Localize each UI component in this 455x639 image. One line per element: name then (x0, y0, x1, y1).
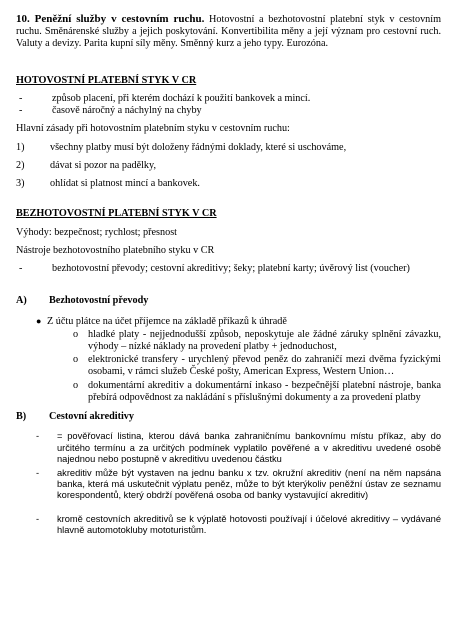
section-a-sub-item: o hladké platy - nejjednodušší způsob, neposkytuje ale žádné záruky splnění závazku, výhody – nízké náklady na provedení platby + jednoduchost, (73, 328, 441, 352)
section-b-item: - akreditiv může být vystaven na jednu banku x tzv. okružní akreditiv (není na něm napsána banka, která má uskutečnit výplatu peněz, může to být kterýkoliv peněžní ústav ze seznamu korespondentů, který obdrží pověřená osoba od banky vystavující akreditiv) (36, 467, 441, 501)
intro-paragraph (16, 13, 441, 51)
cashless-heading: BEZHOTOVOSTNÍ PLATEBNÍ STYK V CR (16, 208, 217, 220)
chapter-title: 10. Peněžní služby v cestovním ruchu. (16, 13, 205, 25)
section-a-sub-item: o dokumentární akreditiv a dokumentární inkaso - bezpečnější platební nástroje, banka přebírá odpovědnost za nakládání s příslušnými dokumenty a za provedení platby (73, 379, 441, 403)
cashless-advantages: Výhody: bezpečnost; rychlost; přesnost (16, 226, 177, 238)
principle-item: 1) všechny platby musí být doloženy řádnými doklady, které si uschováme, (16, 141, 347, 153)
cash-heading: HOTOVOSTNÍ PLATEBNÍ STYK V CR (16, 74, 197, 86)
section-a-bullet: ● Z účtu plátce na účet příjemce na základě příkazů k úhradě (36, 315, 287, 327)
section-b-item: - = pověřovací listina, kterou dává banka zahraničnímu bankovnímu místu příkaz, aby do určitého termínu a za určitých podmínek vyplatilo pověřené a v akreditivu uvedené osobě najednou nebo postupně v akreditivu uvedenou částku (36, 431, 441, 464)
cash-dash-item: - časově náročný a náchylný na chyby (19, 105, 202, 117)
intro-text: Hotovostní a bezhotovostní platební styk v cestovním ruchu. Směnárenské služby a jejich poskytování. Konvertibilita měny a její význam pro cestovní ruch. Valuty a devizy. Parita kupní síly měny. Směnný kurz a jeho typy. Eurozóna. (16, 14, 442, 50)
principle-item: 2) dávat si pozor na padělky, (16, 159, 156, 171)
section-b-item: - kromě cestovních akreditivů se k výplatě hotovosti používají i účelové akreditivy – vydávané hlavně automotokluby mototuristům. (36, 514, 441, 536)
section-a-sub-item: o elektronické transfery - urychlený převod peněz do zahraničí mezi dvěma fyzickými osobami, v rámci služeb České pošty, American Express, Western Union… (73, 354, 441, 378)
section-a-title: A) Bezhotovostní převody (16, 295, 149, 307)
cashless-tools-dash: - bezhotovostní převody; cestovní akreditivy; šeky; platební karty; úvěrový list (voucher) (19, 263, 410, 275)
section-b-title: B) Cestovní akreditivy (16, 411, 134, 423)
cashless-tools-intro: Nástroje bezhotovostního platebního styku v CR (16, 244, 215, 256)
principle-item: 3) ohlídat si platnost mincí a bankovek. (16, 178, 200, 190)
principles-intro: Hlavní zásady při hotovostním platebním styku v cestovním ruchu: (16, 123, 290, 135)
cash-dash-item: - způsob placení, při kterém dochází k použití bankovek a mincí. (19, 92, 311, 104)
bullet-icon: ● (36, 315, 42, 326)
